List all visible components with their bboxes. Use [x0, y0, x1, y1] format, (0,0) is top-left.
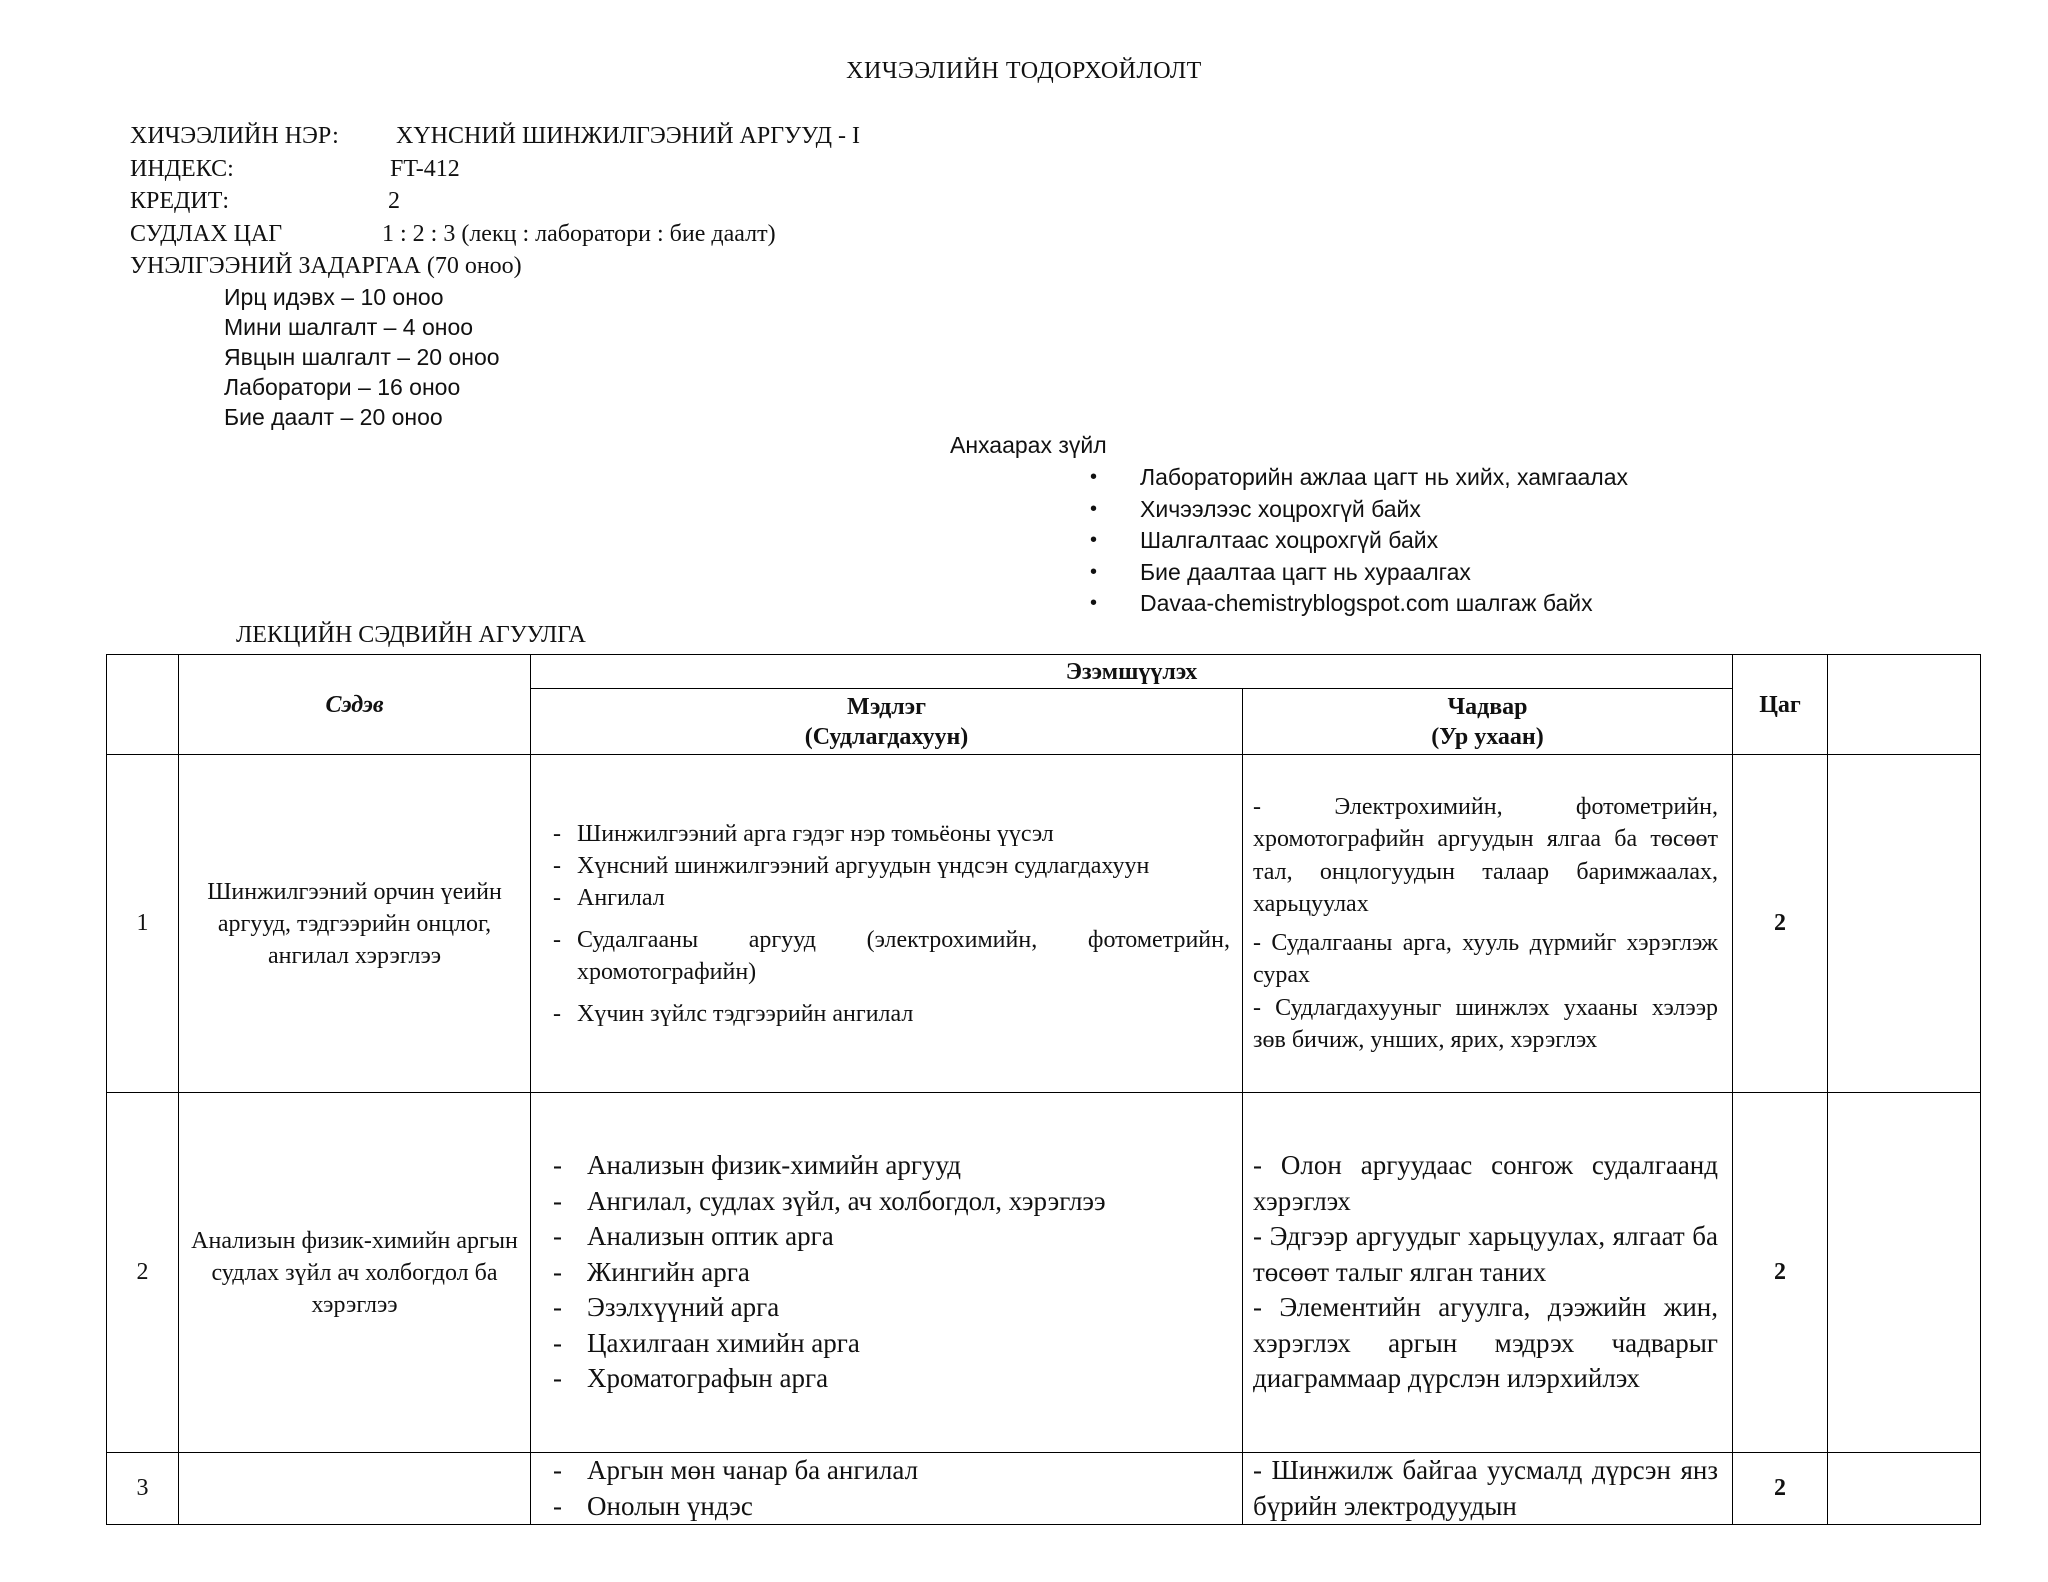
knowledge-item: - Хроматографын арга [543, 1361, 1230, 1397]
course-index-row [130, 153, 522, 186]
knowledge-item: - Анализын оптик арга [543, 1219, 1230, 1255]
lecture-content-title: ЛЕКЦИЙН СЭДВИЙН АГУУЛГА [236, 622, 586, 648]
row-hours: 2 [1733, 1093, 1828, 1453]
row-skill [1243, 1093, 1733, 1453]
skill-item: - Олон аргуудаас сонгож судалгаанд хэрэглэх [1253, 1150, 1718, 1216]
row-number: 3 [107, 1453, 179, 1525]
header-number [107, 655, 179, 755]
course-name-row [130, 120, 861, 153]
row-knowledge [531, 1453, 1243, 1525]
table-row [107, 1093, 1981, 1453]
course-credit-label: КРЕДИТ: [130, 188, 230, 214]
header-topic: Сэдэв [179, 655, 531, 755]
table-row [107, 755, 1981, 1093]
note-item: • Бие даалтаа цагт нь хураалгах [1080, 557, 1628, 589]
header-extra [1828, 655, 1981, 755]
notes-title: Анхаарах зүйл [950, 432, 1107, 458]
knowledge-item: - Эзэлхүүний арга [543, 1290, 1230, 1326]
notes-list [1080, 462, 1628, 620]
skill-item: - Судлагдахууныг шинжлэх ухааны хэлээр зөв бичиж, унших, ярих, хэрэглэх [1253, 994, 1718, 1053]
grade-breakdown [224, 282, 500, 432]
knowledge-item: - Ангилал [545, 882, 1230, 914]
knowledge-item: - Шинжилгээний арга гэдэг нэр томьёоны үүсэл [545, 818, 1230, 850]
note-item: • Хичээлээс хоцрохгүй байх [1080, 494, 1628, 526]
row-knowledge [531, 1093, 1243, 1453]
header-hours: Цаг [1733, 655, 1828, 755]
header-skill [1243, 689, 1733, 755]
skill-item: - Электрохимийн, фотометрийн, хромотографийн аргуудын ялгаа ба төсөөт тал, онцлогуудын талаар баримжаалах, харьцуулах [1253, 793, 1718, 917]
row-hours: 2 [1733, 1453, 1828, 1525]
grade-item: Лаборатори – 16 оноо [224, 374, 461, 400]
skill-item: - Элементийн агуулга, дээжийн жин, хэрэглэх аргын мэдрэх чадварыг диаграммаар дүрслэн илэрхийлэх [1253, 1292, 1718, 1394]
skill-item: - Шинжилж байгаа уусмалд дүрсэн янз бүрийн электродуудын [1253, 1455, 1718, 1521]
course-name-label: ХИЧЭЭЛИЙН НЭР: [130, 123, 339, 149]
row-topic: Анализын физик-химийн аргын судлах зүйл ач холбогдол ба хэрэглээ [179, 1093, 531, 1453]
knowledge-item: - Судалгааны аргууд (электрохимийн, фотометрийн, хромотографийн) [545, 924, 1230, 988]
assessment-row [130, 250, 522, 283]
skill-item: - Судалгааны арга, хууль дүрмийг хэрэглэж сурах [1253, 929, 1718, 988]
table-row [107, 1453, 1981, 1525]
knowledge-item: - Цахилгаан химийн арга [543, 1326, 1230, 1362]
assessment-label: УНЭЛГЭЭНИЙ ЗАДАРГАА (70 оноо) [130, 253, 522, 279]
knowledge-item: - Жингийн арга [543, 1255, 1230, 1291]
header-skill-sub: (Ур ухаан) [1431, 723, 1544, 750]
note-item: • Davaa-chemistryblogspot.com шалгаж байх [1080, 588, 1628, 620]
header-mastery: Эзэмшүүлэх [531, 655, 1733, 689]
knowledge-item: - Онолын үндэс [543, 1489, 1230, 1525]
row-knowledge [531, 755, 1243, 1093]
row-skill [1243, 755, 1733, 1093]
row-hours: 2 [1733, 755, 1828, 1093]
course-hours-row [130, 218, 776, 251]
note-item: • Шалгалтаас хоцрохгүй байх [1080, 525, 1628, 557]
course-credit-value: 2 [388, 188, 400, 214]
course-hours-label: СУДЛАХ ЦАГ [130, 220, 283, 247]
header-knowledge-sub: (Судлагдахуун) [804, 723, 969, 750]
course-credit-row [130, 185, 522, 218]
course-index-value: FT-412 [390, 155, 460, 182]
knowledge-item: - Аргын мөн чанар ба ангилал [543, 1453, 1230, 1489]
row-number: 2 [107, 1093, 179, 1453]
course-index-label: ИНДЕКС: [130, 155, 234, 182]
grade-item: Ирц идэвх – 10 оноо [224, 284, 444, 310]
course-name-value: ХҮНСНИЙ ШИНЖИЛГЭЭНИЙ АРГУУД - I [396, 123, 861, 149]
header-skill-label: Чадвар [1447, 693, 1528, 720]
header-knowledge-label: Мэдлэг [847, 693, 926, 720]
knowledge-item: - Хүчин зүйлс тэдгээрийн ангилал [545, 998, 1230, 1030]
course-info [130, 120, 861, 283]
row-extra [1828, 1453, 1981, 1525]
row-extra [1828, 1093, 1981, 1453]
knowledge-item: - Ангилал, судлах зүйл, ач холбогдол, хэрэглээ [543, 1184, 1230, 1220]
row-number: 1 [107, 755, 179, 1093]
knowledge-item: - Анализын физик-химийн аргууд [543, 1148, 1230, 1184]
grade-item: Мини шалгалт – 4 оноо [224, 314, 474, 340]
row-topic [179, 1453, 531, 1525]
row-topic: Шинжилгээний орчин үеийн аргууд, тэдгээрийн онцлог, ангилал хэрэглээ [179, 755, 531, 1093]
note-item: • Лабораторийн ажлаа цагт нь хийх, хамгаалах [1080, 462, 1628, 494]
lecture-table [106, 654, 1981, 1525]
course-hours-value: 1 : 2 : 3 (лекц : лаборатори : бие даалт) [382, 220, 776, 247]
row-skill [1243, 1453, 1733, 1525]
document-title: ХИЧЭЭЛИЙН ТОДОРХОЙЛОЛТ [846, 58, 1202, 84]
header-knowledge [531, 689, 1243, 755]
knowledge-item: - Хүнсний шинжилгээний аргуудын үндсэн судлагдахуун [545, 850, 1230, 882]
grade-item: Явцын шалгалт – 20 оноо [224, 344, 500, 370]
grade-item: Бие даалт – 20 оноо [224, 404, 443, 430]
skill-item: - Эдгээр аргуудыг харьцуулах, ялгаат ба төсөөт талыг ялган таних [1253, 1221, 1718, 1287]
row-extra [1828, 755, 1981, 1093]
